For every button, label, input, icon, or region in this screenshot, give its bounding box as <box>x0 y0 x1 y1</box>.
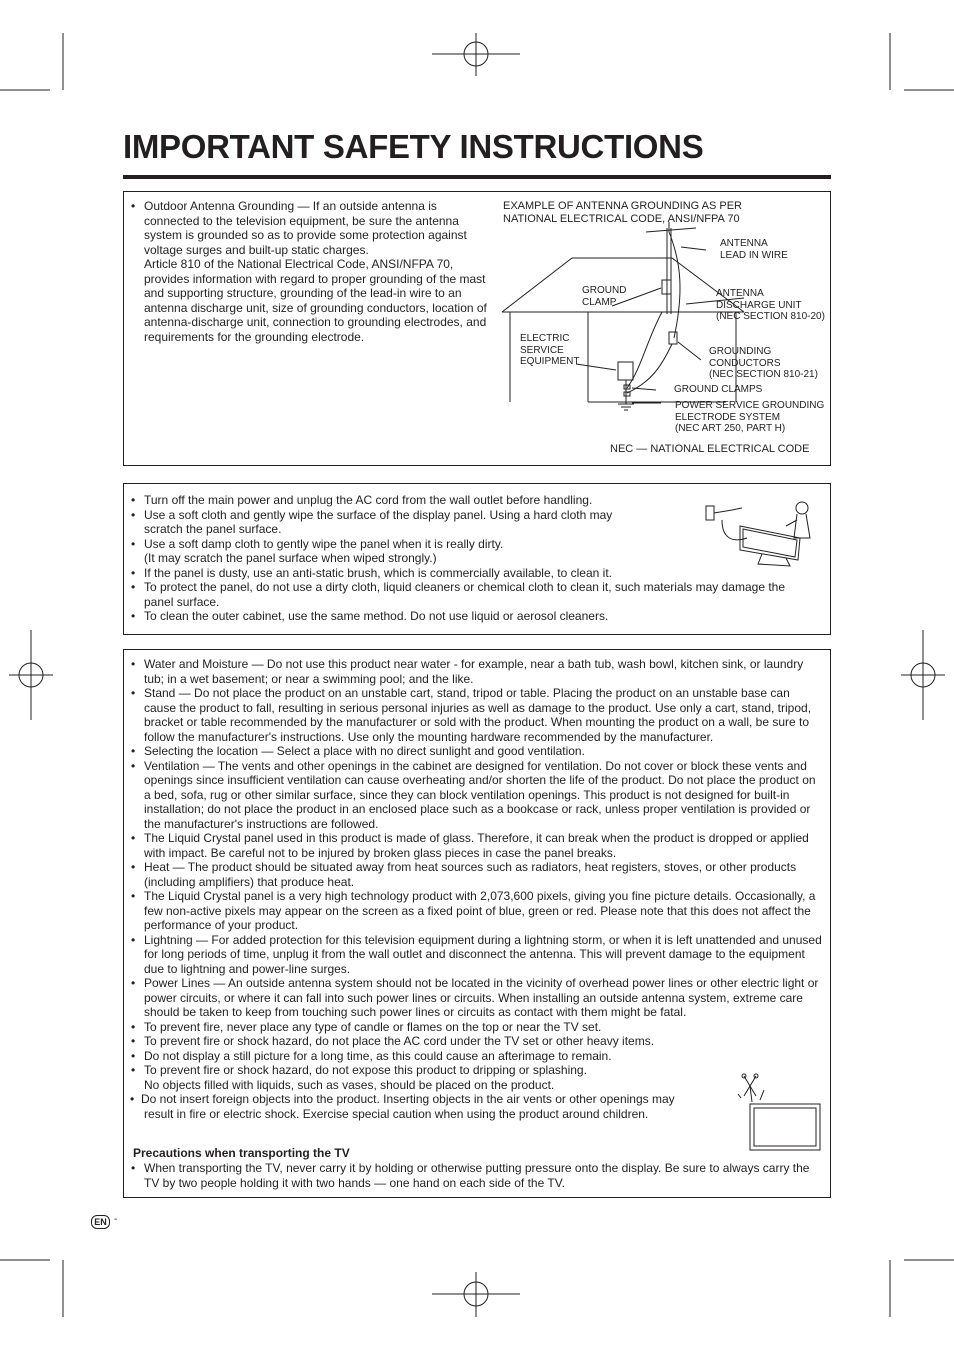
label-ground-clamps: GROUND CLAMPS <box>674 384 763 395</box>
list-item: • Do not insert foreign objects into the product. Inserting objects in the air vents or other openings may result in fire or electric shock. Exercise special caution when using the product around children. <box>124 1092 824 1121</box>
list-item: • If the panel is dusty, use an anti-static brush, which is commercially available, to clean it. <box>124 566 814 581</box>
list-item: • Do not display a still picture for a long time, as this could cause an afterimage to remain. <box>124 1049 824 1064</box>
list-item: • Use a soft cloth and gently wipe the surface of the display panel. Using a hard cloth may scratch the panel surface. <box>124 508 814 537</box>
diagram-caption: EXAMPLE OF ANTENNA GROUNDING AS PER NATIONAL ELECTRICAL CODE, ANSI/NFPA 70 <box>503 200 742 225</box>
page-title: IMPORTANT SAFETY INSTRUCTIONS <box>123 128 704 165</box>
list-item: • To prevent fire or shock hazard, do not expose this product to dripping or splashing. No objects filled with liquids, such as vases, should be placed on the product. <box>124 1063 824 1092</box>
list-item: • Ventilation — The vents and other openings in the cabinet are designed for ventilation. Do not cover or block these vents and openings since insufficient ventilation can cause overheating and/or shorten the life of the product. Do not place the product on a bed, sofa, rug or other similar surface, since they can block ventilation openings. This product is not designed for built-in installation; do not place the product in an enclosed place such as a bookcase or rack, unless proper ventilation is provided or the manufacturer's instructions are followed. <box>124 759 824 832</box>
list-item: • Power Lines — An outside antenna system should not be located in the vicinity of overhead power lines or other electric light or power circuits, or where it can fall into such power lines or circuits. When installing an outside antenna system, extreme care should be taken to keep from touching such power lines or circuits as contact with them might be fatal. <box>124 976 824 1020</box>
label-electric-service: ELECTRIC SERVICE EQUIPMENT <box>520 333 580 367</box>
unplug-tv-illustration <box>702 498 820 568</box>
page-number-dash: - <box>114 1214 118 1225</box>
list-item: • To prevent fire, never place any type of candle or flames on the top or near the TV set. <box>124 1020 824 1035</box>
list-item: • The Liquid Crystal panel used in this product is made of glass. Therefore, it can break when the product is dropped or applied with impact. Be careful not to be injured by broken glass pieces in case the panel breaks. <box>124 831 824 860</box>
list-item: • Selecting the location — Select a place with no direct sunlight and good ventilation. <box>124 744 824 759</box>
antenna-grounding-item: • Outdoor Antenna Grounding — If an outside antenna is connected to the television equipment, be sure the antenna system is grounded so as to provide some protection against voltage surges and built-up static charges. Article 810 of the National Electrical Code, ANSI/NFPA 70, provides information with regard to proper grounding of the mast and supporting structure, grounding of the lead-in wire to an antenna discharge unit, size of grounding conductors, location of antenna-discharge unit, connection to grounding electrodes, and requirements for the grounding electrode. <box>124 199 490 344</box>
transport-heading: Precautions when transporting the TV <box>133 1146 350 1160</box>
list-item: • Stand — Do not place the product on an unstable cart, stand, tripod or table. Placing the product on an unstable base can cause the product to fall, resulting in serious personal injuries as well as damage to the product. Use only a cart, stand, tripod, bracket or table recommended by the manufacturer or sold with the product. When mounting the product on a wall, be sure to follow the manufacturer's instructions. Use only the mounting hardware recommended by the manufacturer. <box>124 686 824 744</box>
list-item: • To clean the outer cabinet, use the same method. Do not use liquid or aerosol cleaners. <box>124 609 814 624</box>
title-rule <box>123 175 831 179</box>
list-item: • To protect the panel, do not use a dirty cloth, liquid cleaners or chemical cloth to clean it, such materials may damage the panel surface. <box>124 580 814 609</box>
antenna-text <box>124 199 490 344</box>
language-badge: EN <box>91 1215 110 1229</box>
list-item: • Water and Moisture — Do not use this product near water - for example, near a bath tub, wash bowl, kitchen sink, or laundry tub; in a wet basement; or near a swimming pool; and the like. <box>124 657 824 686</box>
label-grounding-conductors: GROUNDING CONDUCTORS (NEC SECTION 810-21) <box>709 346 818 380</box>
label-power-service: POWER SERVICE GROUNDING ELECTRODE SYSTEM (NEC ART 250, PART H) <box>675 400 825 434</box>
safety-list <box>124 657 824 1121</box>
antenna-grounding-section <box>123 191 831 466</box>
list-item: • Lightning — For added protection for this television equipment during a lightning storm, or when it is left unattended and unused for long periods of time, unplug it from the wall outlet and disconnect the antenna. This will prevent damage to the equipment due to lightning and power-line surges. <box>124 933 824 977</box>
label-discharge-unit: ANTENNA DISCHARGE UNIT (NEC SECTION 810-20) <box>716 288 825 322</box>
list-item: • Heat — The product should be situated away from heat sources such as radiators, heat registers, stoves, or other products (including amplifiers) that produce heat. <box>124 860 824 889</box>
list-item: • Turn off the main power and unplug the AC cord from the wall outlet before handling. <box>124 493 814 508</box>
tv-no-objects-illustration <box>736 1072 826 1156</box>
antenna-diagram <box>496 192 830 465</box>
general-safety-section <box>123 649 831 1198</box>
label-lead-in-wire: ANTENNA LEAD IN WIRE <box>720 238 788 261</box>
transport-list <box>124 1161 814 1190</box>
list-item: • When transporting the TV, never carry it by holding or otherwise putting pressure onto the display. Be sure to always carry the TV by two people holding it with two hands — one hand on each side of the TV. <box>124 1161 814 1190</box>
nec-footnote: NEC — NATIONAL ELECTRICAL CODE <box>610 443 810 455</box>
list-item: • The Liquid Crystal panel is a very high technology product with 2,073,600 pixels, giving you fine picture details. Occasionally, a few non-active pixels may appear on the screen as a fixed point of blue, green or red. Please note that this does not affect the performance of your product. <box>124 889 824 933</box>
label-ground-clamp: GROUND CLAMP <box>582 285 627 308</box>
list-item: • Use a soft damp cloth to gently wipe the panel when it is really dirty. (It may scratch the panel surface when wiped strongly.) <box>124 537 814 566</box>
cleaning-section <box>123 483 831 635</box>
list-item: • To prevent fire or shock hazard, do not place the AC cord under the TV set or other heavy items. <box>124 1034 824 1049</box>
